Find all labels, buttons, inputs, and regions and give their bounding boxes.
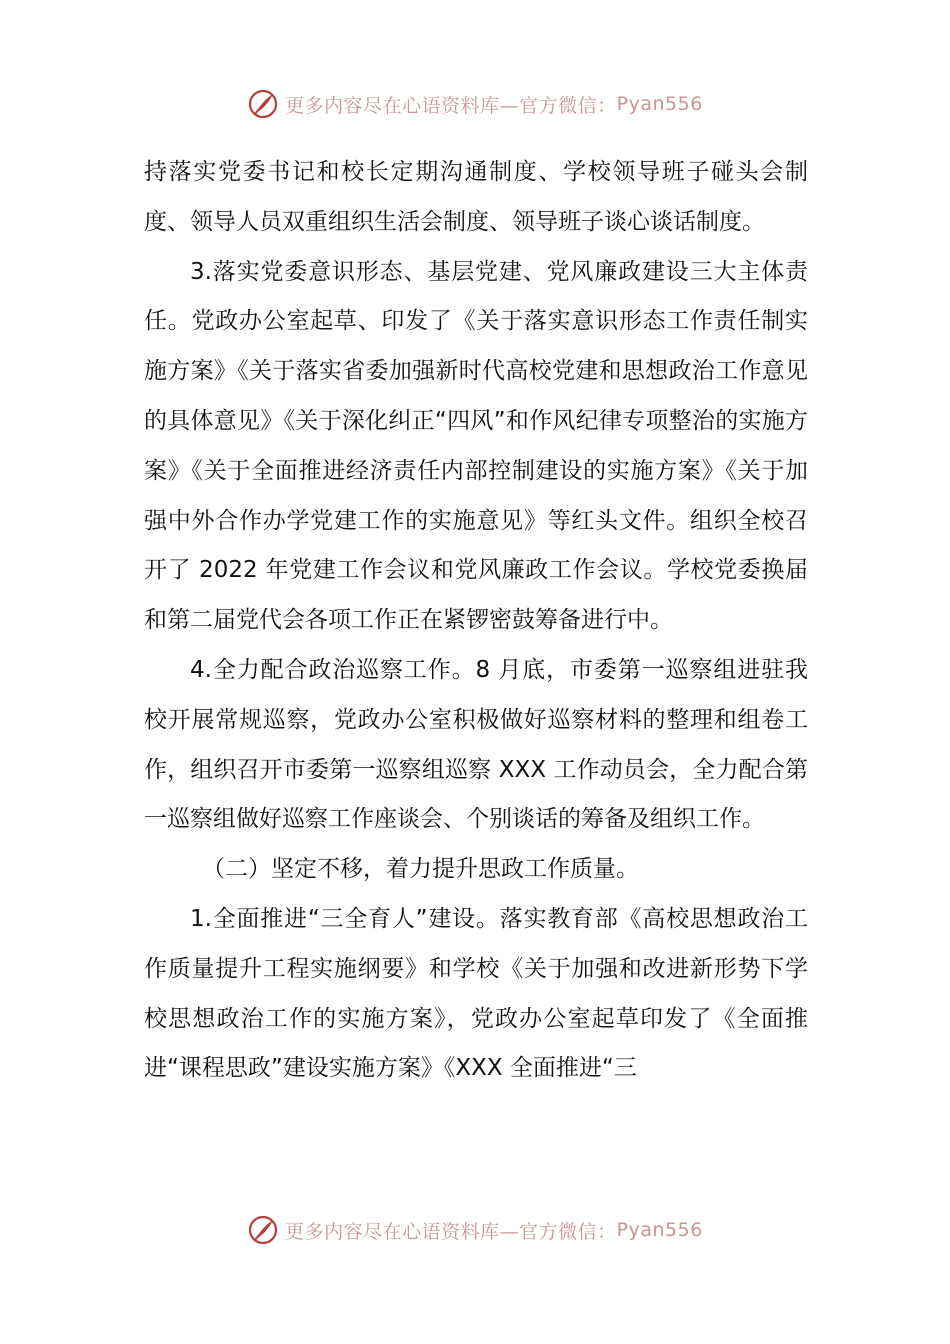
wechat-id: Pyan556 (616, 1219, 703, 1241)
header-watermark-banner (0, 84, 950, 124)
quill-pen-logo-icon (247, 1214, 279, 1246)
paragraph-item-4: 4.全力配合政治巡察工作。8 月底，市委第一巡察组进驻我校开展常规巡察，党政办公室积极做好巡察材料的整理和组卷工作，组织召开市委第一巡察组巡察 XXX 工作动员会，全力配合第一巡察组做好巡察工作座谈会、个别谈话的筹备及组织工作。 (144, 656, 808, 833)
footer-watermark-banner (0, 1210, 950, 1250)
document-body (144, 148, 808, 1094)
paragraph-item-3: 3.落实党委意识形态、基层党建、党风廉政建设三大主体责任。党政办公室起草、印发了《关于落实意识形态工作责任制实施方案》《关于落实省委加强新时代高校党建和思想政治工作意见的具体意见》《关于深化纠正“四风”和作风纪律专项整治的实施方案》《关于全面推进经济责任内部控制建设的实施方案》《关于加强中外合作办学党建工作的实施意见》等红头文件。组织全校召开了 2022 年党建工作会议和党风廉政工作会议。学校党委换届和第二届党代会各项工作正在紧锣密鼓筹备进行中。 (144, 258, 808, 634)
paragraph-item-1: 1.全面推进“三全育人”建设。落实教育部《高校思想政治工作质量提升工程实施纲要》和学校《关于加强和改进新形势下学校思想政治工作的实施方案》，党政办公室起草印发了《全面推进“课程思政”建设实施方案》《XXX 全面推进“三 (144, 905, 808, 1082)
paragraph-continuation: 持落实党委书记和校长定期沟通制度、学校领导班子碰头会制度、领导人员双重组织生活会制度、领导班子谈心谈话制度。 (144, 159, 808, 235)
watermark-text: 更多内容尽在心语资料库—官方微信： (285, 94, 617, 117)
watermark-text: 更多内容尽在心语资料库—官方微信： (285, 1220, 617, 1243)
wechat-id: Pyan556 (616, 93, 703, 115)
quill-pen-logo-icon (247, 88, 279, 120)
section-heading-2: （二）坚定不移，着力提升思政工作质量。 (202, 856, 639, 883)
